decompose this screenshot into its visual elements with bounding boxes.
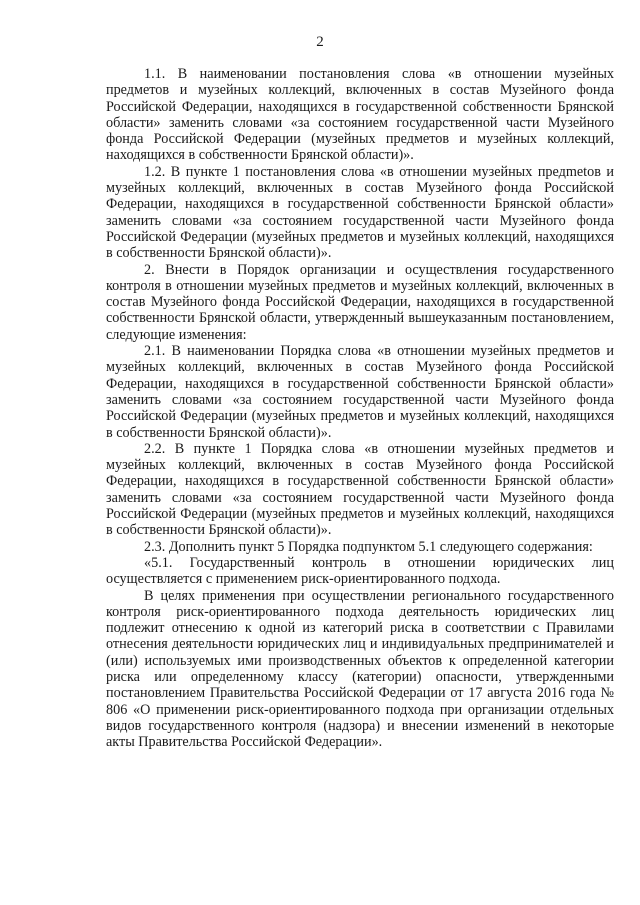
paragraph-1-2: 1.2. В пункте 1 постановления слова «в отношении музейных предmetов и музейных коллекций, включенных в состав Музейного фонда Российской Федерации, находящихся в государственной собственности Брянской области» заменить словами «за состоянием государственной части Музейного фонда Российской Федерации (музейных предметов и музейных коллекций, находящихся в собственности Брянской области)». [106,163,614,262]
document-body [106,66,614,750]
paragraph-2: 2. Внести в Порядок организации и осуществления государственного контроля в отношении музейных предметов и музейных коллекций, включенных в состав Музейного фонда Российской Федерации, находящихся в государственной собственности Брянской области, утвержденный вышеуказанным постановлением, следующие изменения: [106,261,614,343]
paragraph-2-1: 2.1. В наименовании Порядка слова «в отношении музейных предметов и музейных коллекций, включенных в состав Музейного фонда Российской Федерации, находящихся в государственной собственности Брянской области» заменить словами «за состоянием государственной части Музейного фонда Российской Федерации (музейных предметов и музейных коллекций, находящихся в собственности Брянской области)». [106,343,614,441]
paragraph-2-2: 2.2. В пункте 1 Порядка слова «в отношении музейных предметов и музейных коллекций, включенных в состав Музейного фонда Российской Федерации, находящихся в государственной собственности Брянской области» заменить словами «за состоянием государственной части Музейного фонда Российской Федерации (музейных предметов и музейных коллекций, находящихся в собственности Брянской области)». [106,440,614,539]
paragraph-5-1: «5.1. Государственный контроль в отношении юридических лиц осуществляется с применением риск-ориентированного подхода. [106,554,614,588]
page-number: 2 [316,34,324,50]
paragraph-1-1: 1.1. В наименовании постановления слова «в отношении музейных предметов и музейных коллекций, включенных в состав Музейного фонда Российской Федерации, находящихся в государственной собственности Брянской области» заменить словами «за состоянием государственной части Музейного фонда Российской Федерации (музейных предметов и музейных коллекций, находящихся в собственности Брянской области)». [106,66,614,164]
paragraph-risk-approach: В целях применения при осуществлении регионального государственного контроля риск-ориентированного подхода деятельность юридических лиц подлежит отнесению к одной из категорий риска в соответствии с Правилами отнесения деятельности юридических лиц и индивидуальных предпринимателей и (или) используемых ими производственных объектов к определенной категории риска или определенному классу (категории) опасности, утвержденными постановлением Правительства Российской Федерации от 17 августа 2016 года № 806 «О применении риск-ориентированного подхода при организации отдельных видов государственного контроля (надзора) и внесении изменений в некоторые акты Правительства Российской Федерации». [106,587,614,751]
paragraph-2-3: 2.3. Дополнить пункт 5 Порядка подпунктом 5.1 следующего содержания: [144,538,593,555]
